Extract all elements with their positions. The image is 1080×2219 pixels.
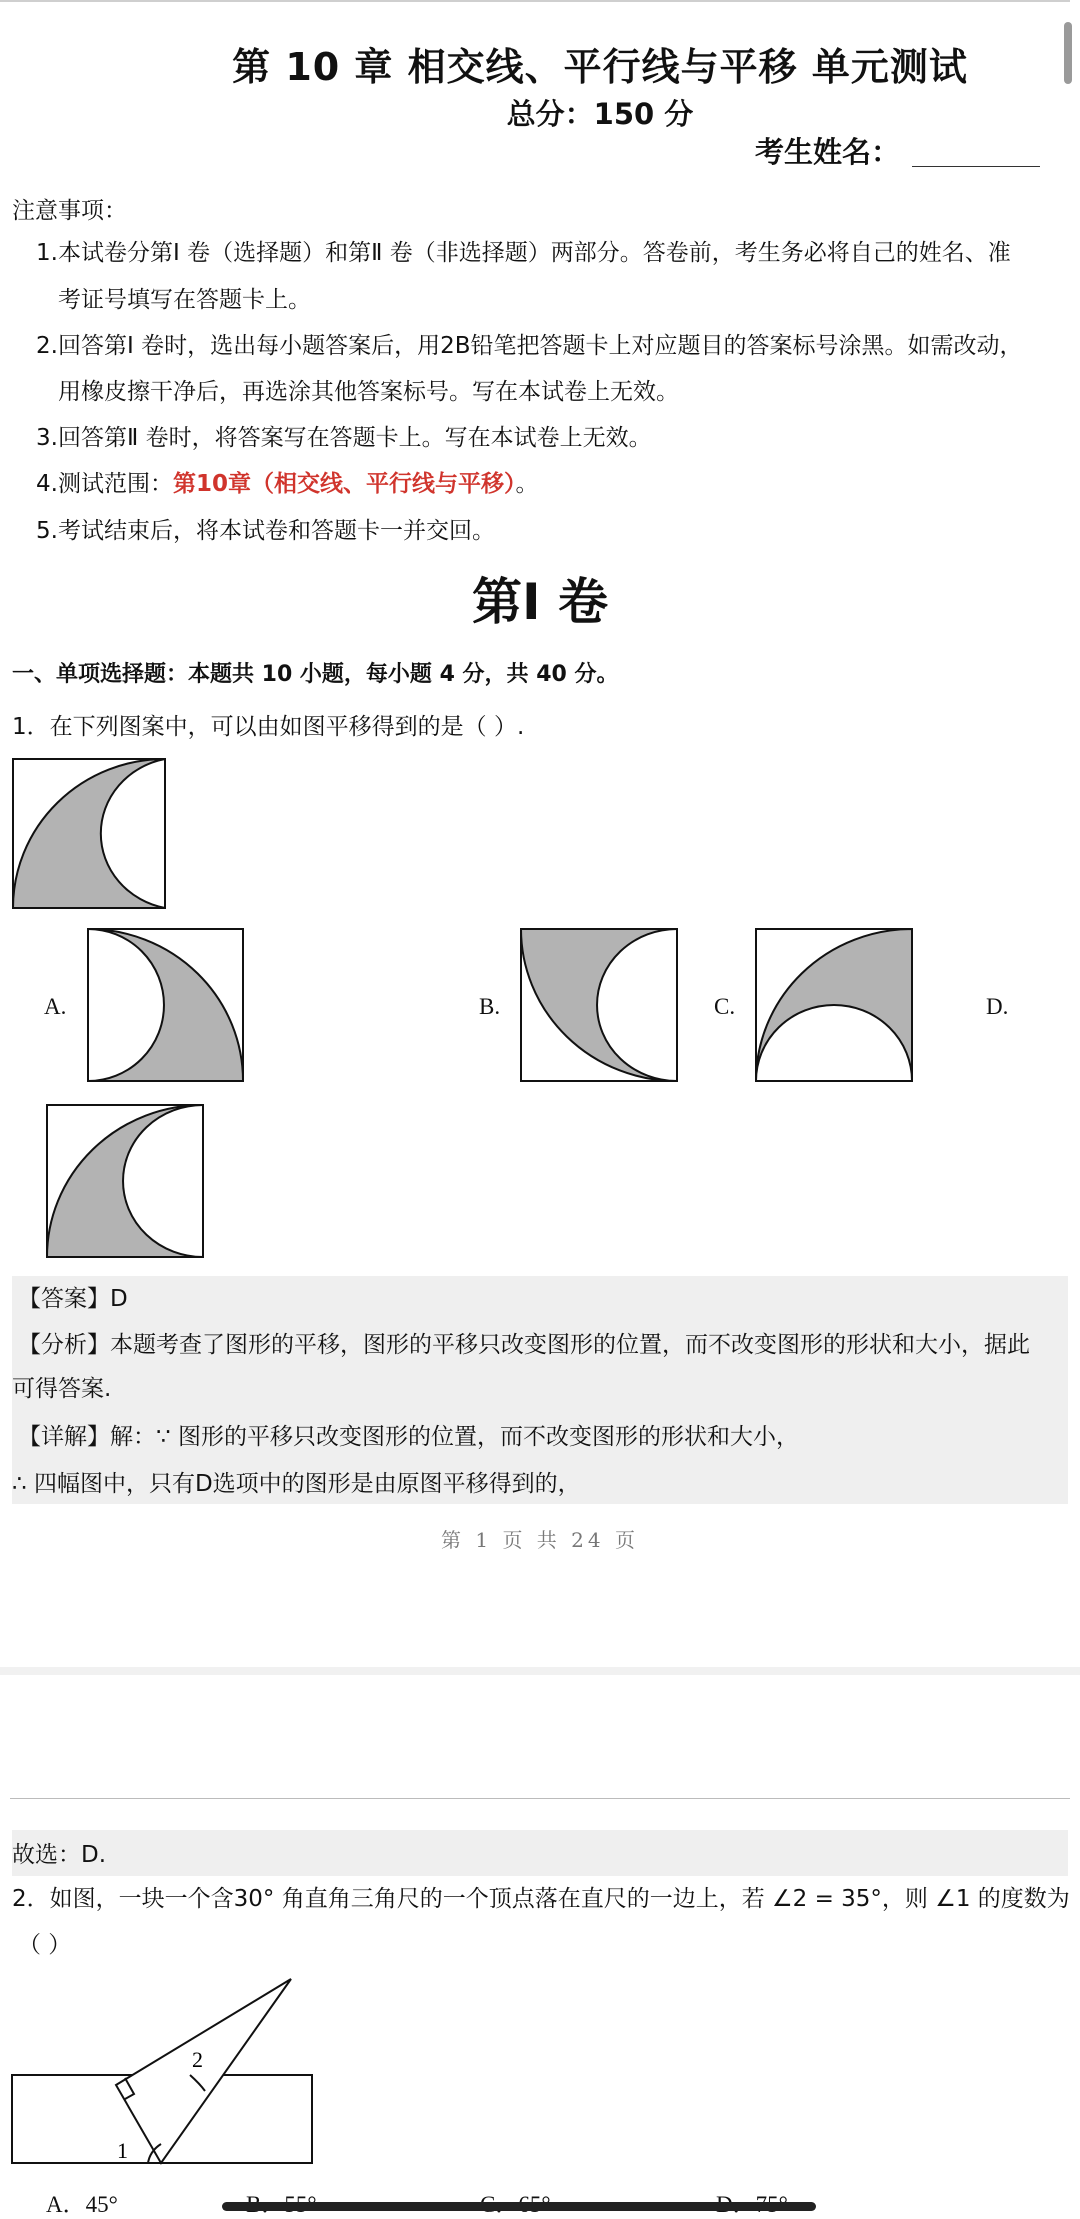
note-5-number: 5.: [36, 518, 58, 544]
note-4-line: [58, 461, 539, 507]
option-d-label[interactable]: D.: [986, 994, 1009, 1019]
answer-line: 【答案】D: [18, 1286, 128, 1312]
page-footer: 第 1 页 共 24 页: [441, 1528, 639, 1552]
option-c-label[interactable]: C.: [714, 994, 736, 1019]
note-1-line1: 本试卷分第Ⅰ 卷（选择题）和第Ⅱ 卷（非选择题）两部分。答卷前，考生务必将自己的姓名、准: [58, 240, 1011, 266]
note-2-number: 2.: [36, 333, 58, 359]
option-a-label[interactable]: A.: [44, 994, 67, 1019]
page-break: [0, 1667, 1080, 1675]
question-2-figure: [10, 1972, 320, 2212]
choice-panel: [12, 1830, 1068, 1876]
question-2-text-line2: （ ）: [18, 1932, 72, 1958]
angle-1-label: 1: [117, 2138, 128, 2163]
note-3-number: 3.: [36, 425, 58, 451]
detail-line-2: ∴ 四幅图中，只有D选项中的图形是由原图平移得到的，: [12, 1471, 581, 1497]
question-1-figure: [12, 758, 168, 910]
top-divider: [0, 0, 1070, 2]
note-1-line2: 考证号填写在答题卡上。: [58, 287, 311, 313]
triangle-shape: [116, 1979, 291, 2163]
question-1-text: 1．在下列图案中，可以由如图平移得到的是（ ）.: [12, 714, 525, 740]
analysis-line-2: 可得答案.: [12, 1376, 112, 1402]
scrollbar-thumb[interactable]: [1064, 22, 1072, 84]
section-heading: 一、单项选择题：本题共 10 小题，每小题 4 分，共 40 分。: [12, 662, 619, 687]
note-1-number: 1.: [36, 240, 58, 266]
option-c-figure[interactable]: [754, 927, 916, 1083]
option-b-figure[interactable]: [519, 927, 679, 1083]
option-d-figure[interactable]: [45, 1103, 207, 1259]
test-scope-highlight: 第10章（相交线、平行线与平移）: [173, 471, 516, 497]
note-3-line1: 回答第Ⅱ 卷时，将答案写在答题卡上。写在本试卷上无效。: [58, 425, 652, 451]
note-4-suffix: 。: [515, 471, 539, 497]
analysis-line-1: 【分析】本题考查了图形的平移，图形的平移只改变图形的位置，而不改变图形的形状和大小，据此: [18, 1332, 1030, 1358]
option-a-figure[interactable]: [86, 927, 245, 1083]
q2-option-a[interactable]: A．45°: [46, 2192, 118, 2217]
note-4-number: 4.: [36, 471, 58, 497]
student-name-label: 考生姓名：: [755, 135, 901, 169]
notes-heading: 注意事项：: [12, 198, 127, 224]
section-title: 第Ⅰ 卷: [471, 573, 608, 631]
note-2-line2: 用橡皮擦干净后，再选涂其他答案标号。写在本试卷上无效。: [58, 379, 679, 405]
student-name-blank: [912, 166, 1040, 167]
angle-2-label: 2: [192, 2047, 203, 2072]
page-title: 第 10 章 相交线、平行线与平移 单元测试: [232, 45, 968, 89]
page-2-divider: [10, 1798, 1070, 1799]
detail-line-1: 【详解】解：∵ 图形的平移只改变图形的位置，而不改变图形的形状和大小，: [18, 1424, 799, 1450]
note-5-line1: 考试结束后，将本试卷和答题卡一并交回。: [58, 518, 495, 544]
home-indicator[interactable]: [222, 2202, 816, 2211]
note-2-line1: 回答第Ⅰ 卷时，选出每小题答案后，用2B铅笔把答题卡上对应题目的答案标号涂黑。如需改动，: [58, 333, 1023, 359]
total-score: 总分：150 分: [506, 97, 694, 131]
option-b-label[interactable]: B.: [479, 994, 501, 1019]
question-1-choice: 故选：D.: [12, 1842, 107, 1868]
question-2-text-line1: 2．如图，一块一个含30° 角直角三角尺的一个顶点落在直尺的一边上，若 ∠2 = 35°，则 ∠1 的度数为: [12, 1886, 1070, 1912]
note-4-prefix: 测试范围：: [58, 471, 173, 497]
